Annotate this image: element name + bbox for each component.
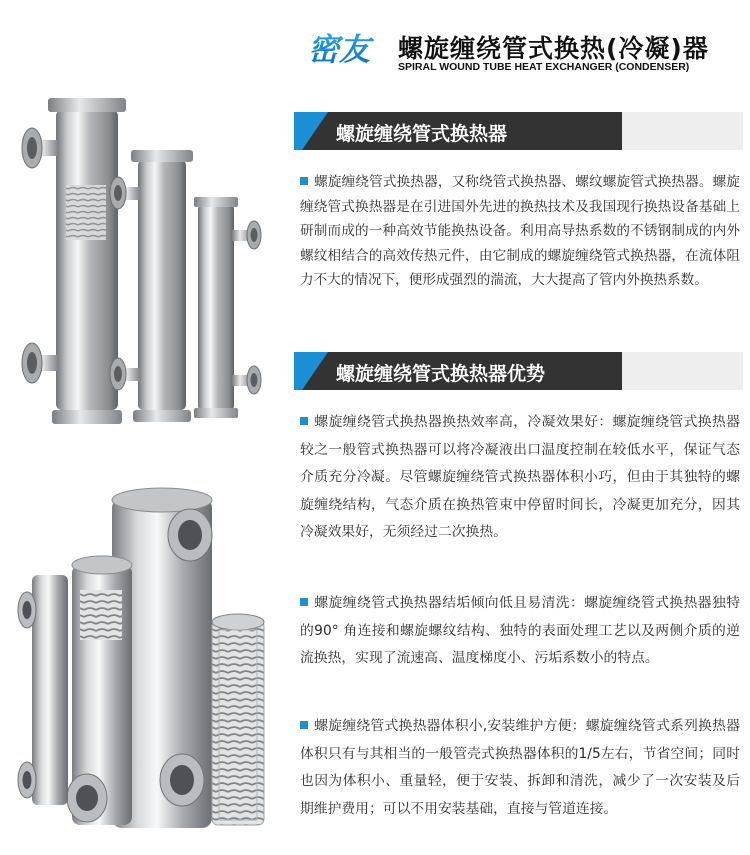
bullet-icon (300, 417, 308, 425)
brand-logo (306, 28, 392, 70)
page-subtitle: SPIRAL WOUND TUBE HEAT EXCHANGER (CONDENSER) (398, 61, 690, 73)
advantage-paragraph: 螺旋缠绕管式换热器体积小,安装维护方便：螺旋缠绕管式系列换热器体积只有与其相当的一般管壳式换热器体积的1/5左右，节省空间；同时也因为体积小、重量轻，便于安装、拆卸和清洗，减少了一次安装及后期维护费用；可以不用安装基础，直接与管道连接。 (300, 718, 740, 817)
brand-text: 密友 (308, 32, 370, 68)
advantage-paragraph: 螺旋缠绕管式换热器换热效率高，冷凝效果好：螺旋缠绕管式换热器较之一般管式换热器可以将冷凝液出口温度控制在较低水平，保证气态介质充分冷凝。尽管螺旋缠绕管式换热器体积小巧，但由于其独特的螺旋缠绕结构，气态介质在换热管束中停留时间长，冷凝更加充分，因其冷凝效果好，无须经过二次换热。 (300, 414, 740, 540)
advantage-paragraph: 螺旋缠绕管式换热器结垢倾向低且易清洗：螺旋缠绕管式换热器独特的90° 角连接和螺旋螺纹结构、独特的表面处理工艺以及两侧介质的逆流换热，实现了流速高、温度梯度小、污垢系数小的特点。 (300, 595, 740, 666)
bullet-icon (300, 721, 308, 729)
bullet-icon (300, 598, 308, 606)
heat-exchanger-assembly-image (12, 480, 280, 845)
section-title: 螺旋缠绕管式换热器 (336, 123, 508, 145)
section-title: 螺旋缠绕管式换热器优势 (336, 363, 546, 385)
bullet-icon (300, 177, 308, 185)
intro-paragraph: 螺旋缠绕管式换热器，又称绕管式换热器、螺纹螺旋管式换热器。螺旋缠绕管式换热器是在引进国外先进的换热技术及我国现行换热设备基础上研制而成的一种高效节能换热设备。利用高导热系数的不锈钢制成的内外螺纹相结合的高效传热元件，由它制成的螺旋缠绕管式换热器，在流体阻力不大的情况下，便形成强烈的湍流，大大提高了管内外换热系数。 (300, 174, 740, 289)
page-title: 螺旋缠绕管式换热(冷凝)器 (398, 34, 709, 63)
section-banner-advantages (294, 352, 743, 390)
section-banner-intro (294, 112, 743, 150)
three-vertical-heat-exchangers-image (18, 90, 280, 450)
